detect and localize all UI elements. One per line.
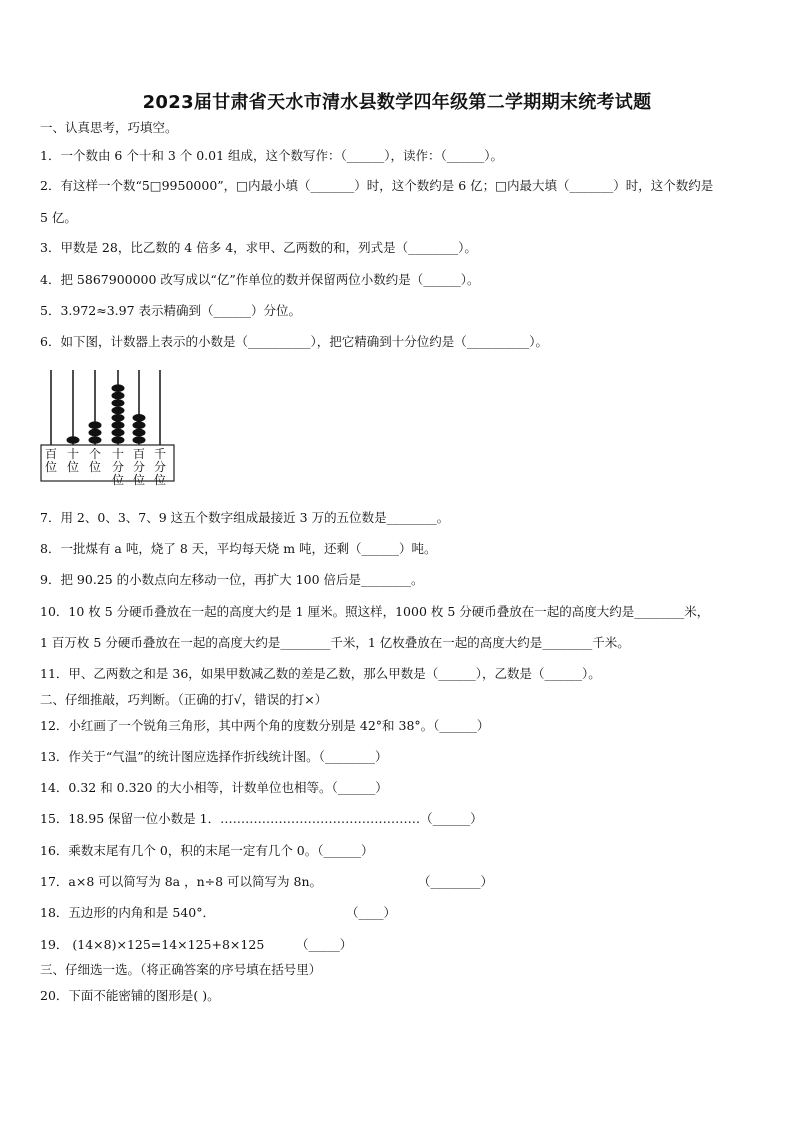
question-2-line-2: 5 亿。 <box>40 210 77 225</box>
abacus-bead <box>112 407 125 415</box>
abacus-label: 百 <box>44 447 58 461</box>
abacus-label: 位 <box>153 473 167 487</box>
question-4: 4．把 5867900000 改写成以“亿”作单位的数并保留两位小数约是（______）。 <box>40 272 480 287</box>
section-heading-3: 三、仔细选一选。（将正确答案的序号填在括号里） <box>40 962 322 977</box>
question-13: 13．作关于“气温”的统计图应选择作折线统计图。（________） <box>40 749 388 764</box>
abacus-bead <box>89 429 102 437</box>
abacus-label: 分 <box>111 460 125 474</box>
abacus-bead <box>133 414 146 422</box>
abacus-bead <box>112 436 125 444</box>
question-14: 14．0.32 和 0.320 的大小相等，计数单位也相等。（______） <box>40 780 388 795</box>
question-19: 19． (14×8)×125=14×125+8×125 <box>40 937 265 952</box>
abacus-label: 十 <box>66 447 80 461</box>
abacus-label: 千 <box>153 447 167 461</box>
abacus-bead <box>67 436 80 444</box>
abacus-bead <box>89 436 102 444</box>
abacus-bead <box>112 421 125 429</box>
abacus-bead <box>133 436 146 444</box>
page-title: 2023届甘肃省天水市清水县数学四年级第二学期期末统考试题 <box>142 92 652 113</box>
abacus-bead <box>112 399 125 407</box>
question-16: 16．乘数末尾有几个 0，积的末尾一定有几个 0。（______） <box>40 843 374 858</box>
question-5: 5．3.972≈3.97 表示精确到（______）分位。 <box>40 303 302 318</box>
question-3: 3．甲数是 28，比乙数的 4 倍多 4，求甲、乙两数的和，列式是（________）。 <box>40 240 477 255</box>
abacus-label: 分 <box>132 460 146 474</box>
abacus-label: 位 <box>132 473 146 487</box>
abacus-bead <box>112 392 125 400</box>
abacus-label: 位 <box>111 473 125 487</box>
abacus-label: 百 <box>132 447 146 461</box>
abacus-label: 位 <box>44 460 58 474</box>
question-1: 1．一个数由 6 个十和 3 个 0.01 组成，这个数写作：（______），读作：（______）。 <box>40 148 504 163</box>
question-15: 15．18.95 保留一位小数是 1．…………………………………………（______） <box>40 811 483 826</box>
abacus-bead <box>112 429 125 437</box>
abacus-rods <box>51 370 160 445</box>
abacus-label: 个 <box>88 447 102 461</box>
abacus-bead <box>133 429 146 437</box>
question-9: 9．把 90.25 的小数点向左移动一位，再扩大 100 倍后是________。 <box>40 572 424 587</box>
question-7: 7．用 2、0、3、7、9 这五个数字组成最接近 3 万的五位数是________。 <box>40 510 450 525</box>
abacus-bead <box>133 421 146 429</box>
abacus-bead <box>112 414 125 422</box>
abacus-bead <box>89 421 102 429</box>
abacus-label: 位 <box>66 460 80 474</box>
question-8: 8．一批煤有 a 吨，烧了 8 天，平均每天烧 m 吨，还剩（______）吨。 <box>40 541 437 556</box>
question-10-line-2: 1 百万枚 5 分硬币叠放在一起的高度大约是________千米，1 亿枚叠放在一起的高度大约是________千米。 <box>40 635 630 650</box>
question-17-answer-blank: （________） <box>418 874 494 889</box>
abacus-label: 十 <box>111 447 125 461</box>
question-19-answer-blank: （_____） <box>296 937 353 952</box>
question-18: 18．五边形的内角和是 540°． <box>40 905 215 920</box>
section-heading-2: 二、仔细推敲，巧判断。（正确的打√，错误的打×） <box>40 692 328 707</box>
abacus-bead <box>112 384 125 392</box>
question-18-answer-blank: （____） <box>346 905 397 920</box>
abacus-label: 分 <box>153 460 167 474</box>
question-12: 12．小红画了一个锐角三角形，其中两个角的度数分别是 42°和 38°。（______） <box>40 718 490 733</box>
question-20: 20．下面不能密铺的图形是( )。 <box>40 988 220 1003</box>
section-heading-1: 一、认真思考，巧填空。 <box>40 120 178 135</box>
question-6: 6．如下图，计数器上表示的小数是（__________），把它精确到十分位约是（__________）。 <box>40 334 548 349</box>
question-2-line-1: 2．有这样一个数“5□9950000”，□内最小填（_______）时，这个数约是 6 亿；□内最大填（_______）时，这个数约是 <box>40 178 714 193</box>
question-17: 17．a×8 可以简写为 8a ，n÷8 可以简写为 8n。 <box>40 874 323 889</box>
abacus-label: 位 <box>88 460 102 474</box>
question-11: 11．甲、乙两数之和是 36，如果甲数减乙数的差是乙数，那么甲数是（______），乙数是（______）。 <box>40 666 601 681</box>
question-10-line-1: 10．10 枚 5 分硬币叠放在一起的高度大约是 1 厘米。照这样，1000 枚 5 分硬币叠放在一起的高度大约是________米， <box>40 604 710 619</box>
abacus-figure <box>40 364 176 496</box>
